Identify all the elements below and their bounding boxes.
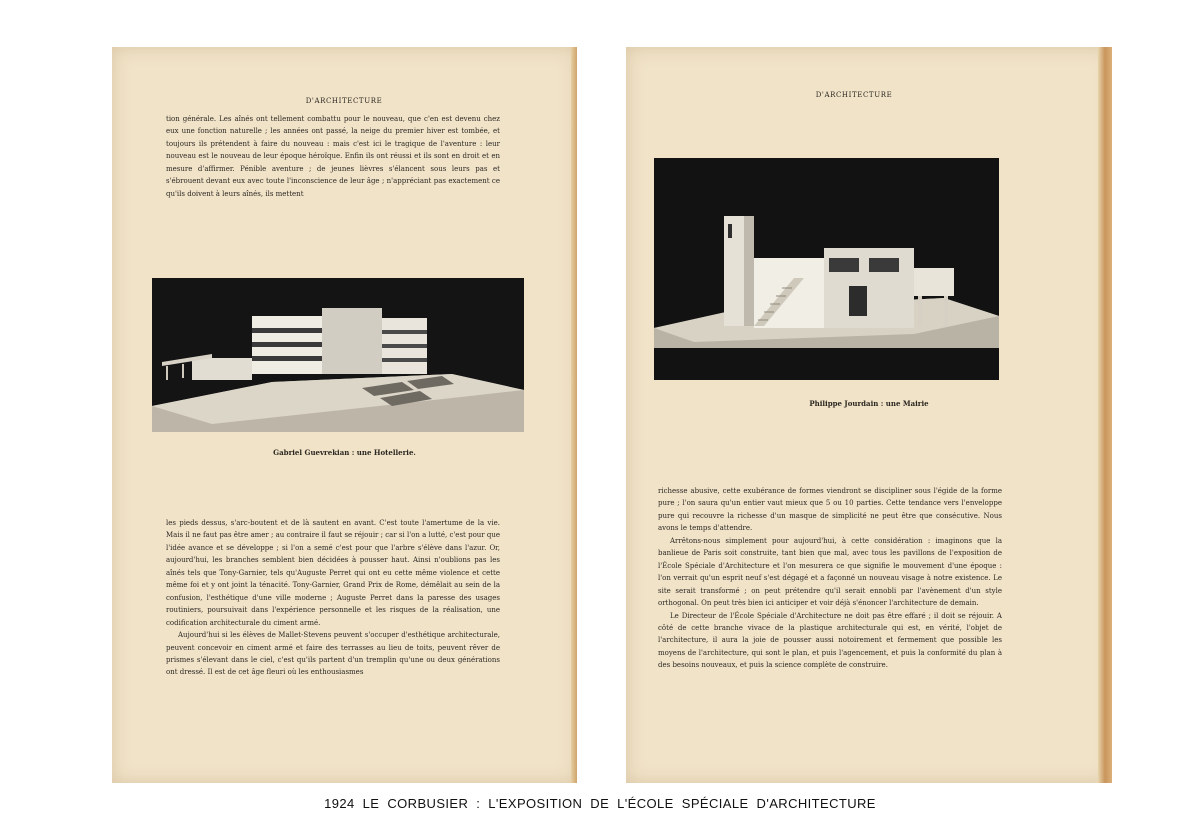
left-book-page [112, 47, 577, 783]
paragraph: les pieds dessus, s'arc-boutent et de là sautent en avant. C'est toute l'amertume de la vie. Mais il ne faut pas être amer ; au contraire il faut se réjouir ; car si l'on a lutté, c'est pour que l'idée avance et se développe ; si l'on a semé c'est pour que l'arbre s'élève dans l'azur. Or, aujourd'hui, les branches semblent bien décidées à pousser haut. Ainsi n'oublions pas les aînés tels que Tony-Garnier, tels qu'Auguste Perret qui ont eu cette même violence et cette même foi et y ont joint la ténacité. Tony-Garnier, Grand Prix de Rome, démêlait au sein de la confusion, l'esthétique d'une ville moderne ; Auguste Perret dans la paresse des usages routiniers, poursuivait dans l'expérience personnelle et les risques de la réalisation, une codification architecturale du ciment armé. [166, 519, 500, 627]
right-bottom-text [658, 485, 1002, 672]
paragraph: Arrêtons-nous simplement pour aujourd'hui, à cette considération : imaginons que la banlieue de Paris soit construite, tant bien que mal, avec tous les pavillons de l'exposition de l'École Spéciale d'Architecture et l'on mesurera ce que signifie le mouvement d'une époque : l'on verrait qu'un esprit neuf s'est dégagé et a façonné un nouveau visage à notre existence. Le site serait transformé ; on peut prétendre qu'il serait ennobli par l'avènement d'un style orthogonal. On peut très bien ici anticiper et voir déjà s'énoncer l'architecture de demain. [658, 536, 1002, 608]
paragraph: tion générale. Les aînés ont tellement combattu pour le nouveau, que c'en est devenu chez eux une fonction naturelle ; les années ont passé, la neige du premier hiver est tombée, et toujours ils prétendent à faire du nouveau : mais c'est ici le tragique de l'aventure : leur nouveau est le nouveau de leur époque héroïque. Enfin ils ont réussi et ils sont en droit et en mesure d'affirmer. Pénible aventure ; de jeunes lièvres s'élancent sous leurs pas et s'ébrouent devant eux avec toute l'inconscience de leur âge ; n'appréciant pas exactement ce qu'ils doivent à leurs aînés, ils mettent [166, 115, 500, 198]
paragraph: Aujourd'hui si les élèves de Mallet-Stevens peuvent s'occuper d'esthétique architecturale, peuvent concevoir en ciment armé et faire des terrasses au lieu de toits, peuvent rêver de prismes s'élevant dans le ciel, c'est qu'ils partent d'un tremplin qu'une ou deux générations ont dressé. Il est de cet âge fleuri où les enthousiasmes [166, 631, 500, 677]
slide-caption: 1924 LE CORBUSIER : L'EXPOSITION DE L'ÉCOLE SPÉCIALE D'ARCHITECTURE [324, 796, 876, 811]
running-head: D'ARCHITECTURE [305, 97, 383, 105]
photo-caption: Gabriel Guevrekian : une Hotellerie. [273, 448, 416, 457]
paragraph: Le Directeur de l'École Spéciale d'Architecture ne doit pas être effaré ; il doit se réjouir. A côté de cette branche vivace de la plastique architecturale qui est, en vérité, l'objet de l'architecture, il aura la joie de pousser aussi notoirement et fermement que possible les moyens de l'architecture, qui sont le plan, et puis l'agencement, et puis la conformité du plan à des besoins nouveaux, et puis la science complète de construire. [658, 611, 1002, 670]
paragraph: richesse abusive, cette exubérance de formes viendront se discipliner sous l'égide de la forme pure ; l'on saura qu'un entier vaut mieux que 5 ou 10 parties. Cette tendance vers l'enveloppe pure qui recouvre la richesse d'un masque de simplicité ne peut être que consécutive. Nous avons le temps d'attendre. [658, 487, 1002, 533]
running-head: D'ARCHITECTURE [815, 91, 893, 99]
hotel-model-photo [152, 278, 524, 432]
photo-caption: Philippe Jourdain : une Mairie [809, 399, 929, 408]
right-book-page [626, 47, 1112, 783]
town-hall-model-photo [654, 158, 999, 380]
left-top-text [166, 113, 500, 200]
left-bottom-text [166, 517, 500, 679]
